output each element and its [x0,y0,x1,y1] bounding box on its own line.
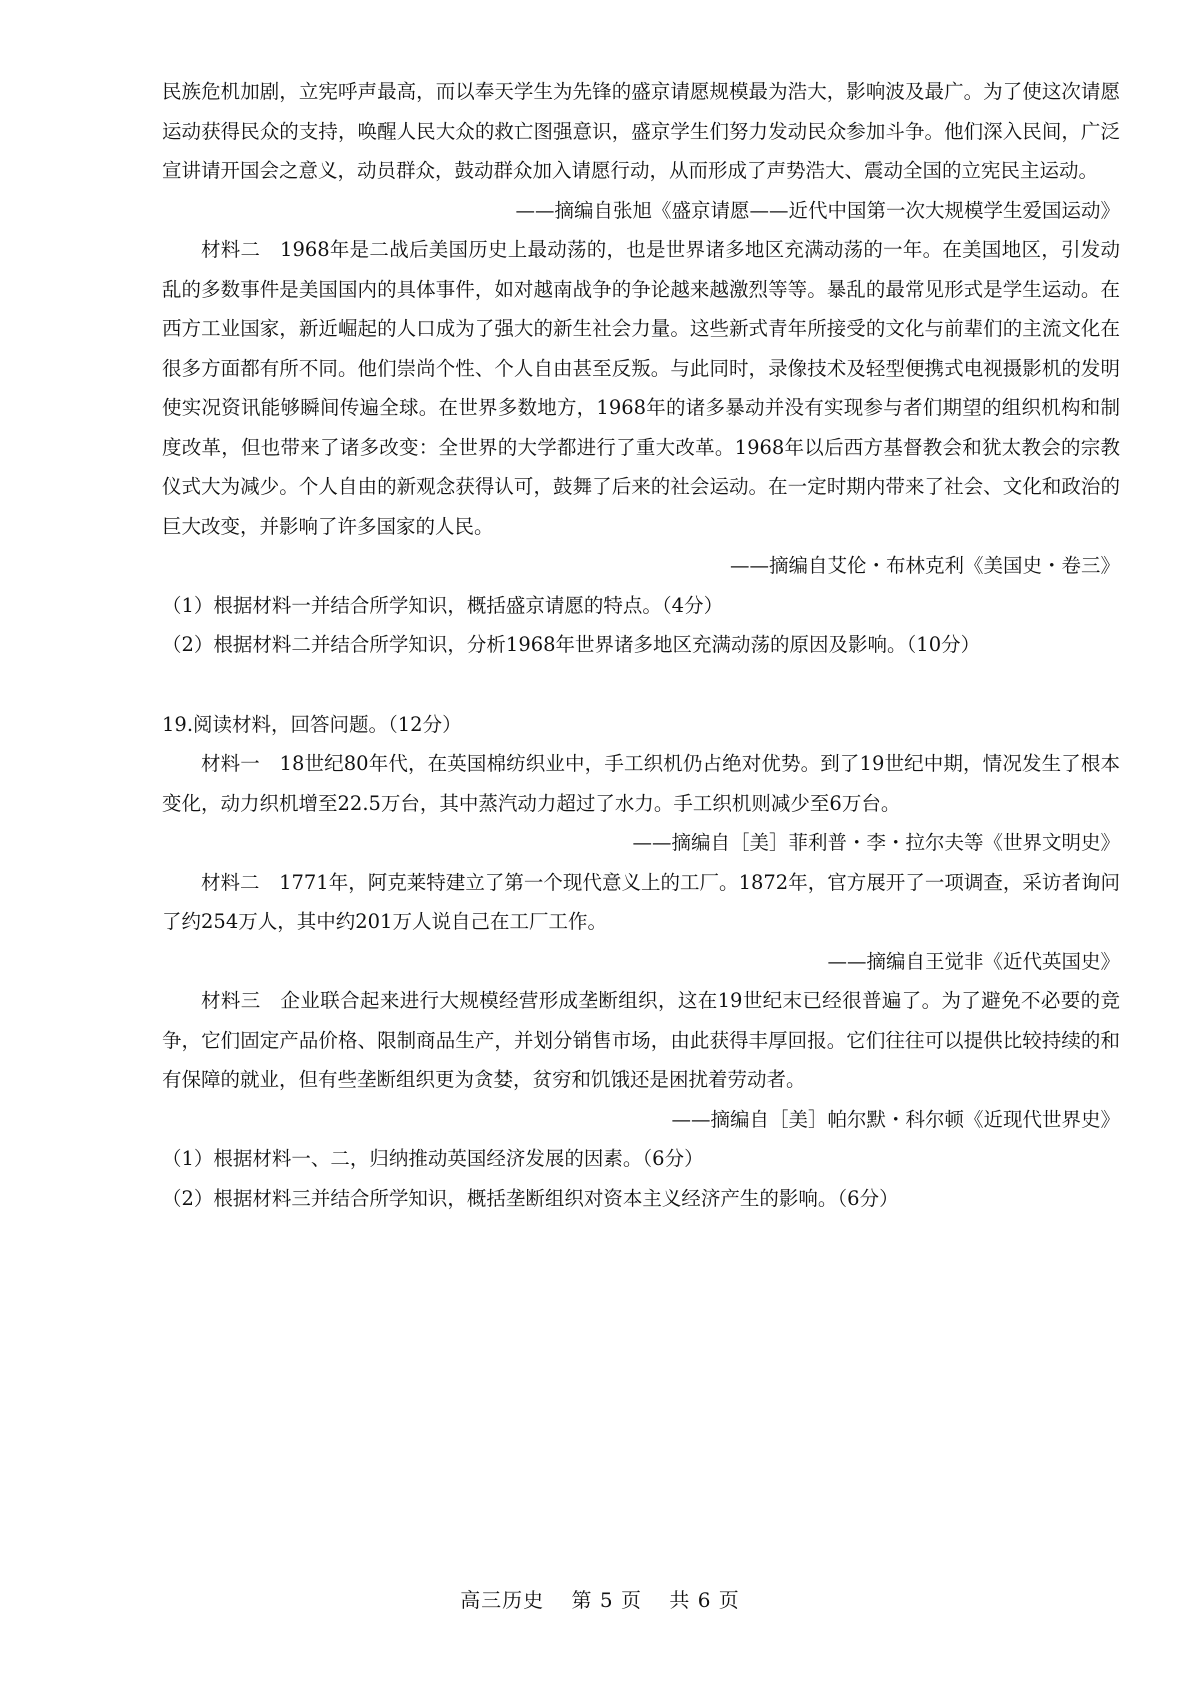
q19-question1: （1）根据材料一、二，归纳推动英国经济发展的因素。（6分） [162,1147,704,1170]
q19-material1: 材料一 18世纪80年代，在英国棉纺织业中，手工织机仍占绝对优势。到了19世纪中期，情况发生了根本变化，动力织机增至22.5万台，其中蒸汽动力超过了水力。手工织机则减少至6万台。 [162,752,1120,815]
footer-page-number: 第 5 页 [571,1588,642,1612]
q18-material2: 材料二 1968年是二战后美国历史上最动荡的，也是世界诸多地区充满动荡的一年。在美国地区，引发动乱的多数事件是美国国内的具体事件，如对越南战争的争论越来越激烈等等。暴乱的最常见形式是学生运动。在西方工业国家，新近崛起的人口成为了强大的新生社会力量。这些新式青年所接受的文化与前辈们的主流文化在很多方面都有所不同。他们崇尚个性、个人自由甚至反叛。与此同时，录像技术及轻型便携式电视摄影机的发明使实况资讯能够瞬间传遍全球。在世界多数地方，1968年的诸多暴动并没有实现参与者们期望的组织机构和制度改革，但也带来了诸多改变：全世界的大学都进行了重大改革。1968年以后西方基督教会和犹太教会的宗教仪式大为减少。个人自由的新观念获得认可，鼓舞了后来的社会运动。在一定时期内带来了社会、文化和政治的巨大改变，并影响了许多国家的人民。 [162,238,1120,538]
q18-material1-source: ——摘编自张旭《盛京请愿——近代中国第一次大规模学生爱国运动》 [515,198,1120,222]
page-content [162,72,1120,1218]
q19-material3: 材料三 企业联合起来进行大规模经营形成垄断组织，这在19世纪末已经很普遍了。为了避免不必要的竞争，它们固定产品价格、限制商品生产，并划分销售市场，由此获得丰厚回报。它们往往可以提供比较持续的和有保障的就业，但有些垄断组织更为贪婪，贫穷和饥饿还是困扰着劳动者。 [162,989,1120,1091]
q19-heading: 19.阅读材料，回答问题。（12分） [162,712,462,736]
q19-material1-source: ——摘编自［美］菲利普・李・拉尔夫等《世界文明史》 [632,831,1120,854]
q18-question1: （1）根据材料一并结合所学知识，概括盛京请愿的特点。（4分） [162,593,724,617]
q19-material2: 材料二 1771年，阿克莱特建立了第一个现代意义上的工厂。1872年，官方展开了一项调查，采访者询问了约254万人，其中约201万人说自己在工厂工作。 [162,870,1120,933]
q19-material3-source: ——摘编自［美］帕尔默・科尔顿《近现代世界史》 [671,1107,1120,1131]
q19-material2-source: ——摘编自王觉非《近代英国史》 [827,949,1120,973]
page-footer [0,1584,1200,1613]
q18-material1-continuation: 民族危机加剧，立宪呼声最高，而以奉天学生为先锋的盛京请愿规模最为浩大，影响波及最广。为了使这次请愿运动获得民众的支持，唤醒人民大众的救亡图强意识，盛京学生们努力发动民众参加斗争。他们深入民间，广泛宣讲请开国会之意义，动员群众，鼓动群众加入请愿行动，从而形成了声势浩大、震动全国的立宪民主运动。 [162,80,1120,182]
q18-material2-source: ——摘编自艾伦・布林克利《美国史・卷三》 [729,554,1120,577]
q18-question2: （2）根据材料二并结合所学知识，分析1968年世界诸多地区充满动荡的原因及影响。（10分） [162,633,981,656]
footer-total-pages: 共 6 页 [669,1588,740,1612]
q19-question2: （2）根据材料三并结合所学知识，概括垄断组织对资本主义经济产生的影响。（6分） [162,1186,899,1210]
footer-subject: 高三历史 [460,1588,545,1612]
